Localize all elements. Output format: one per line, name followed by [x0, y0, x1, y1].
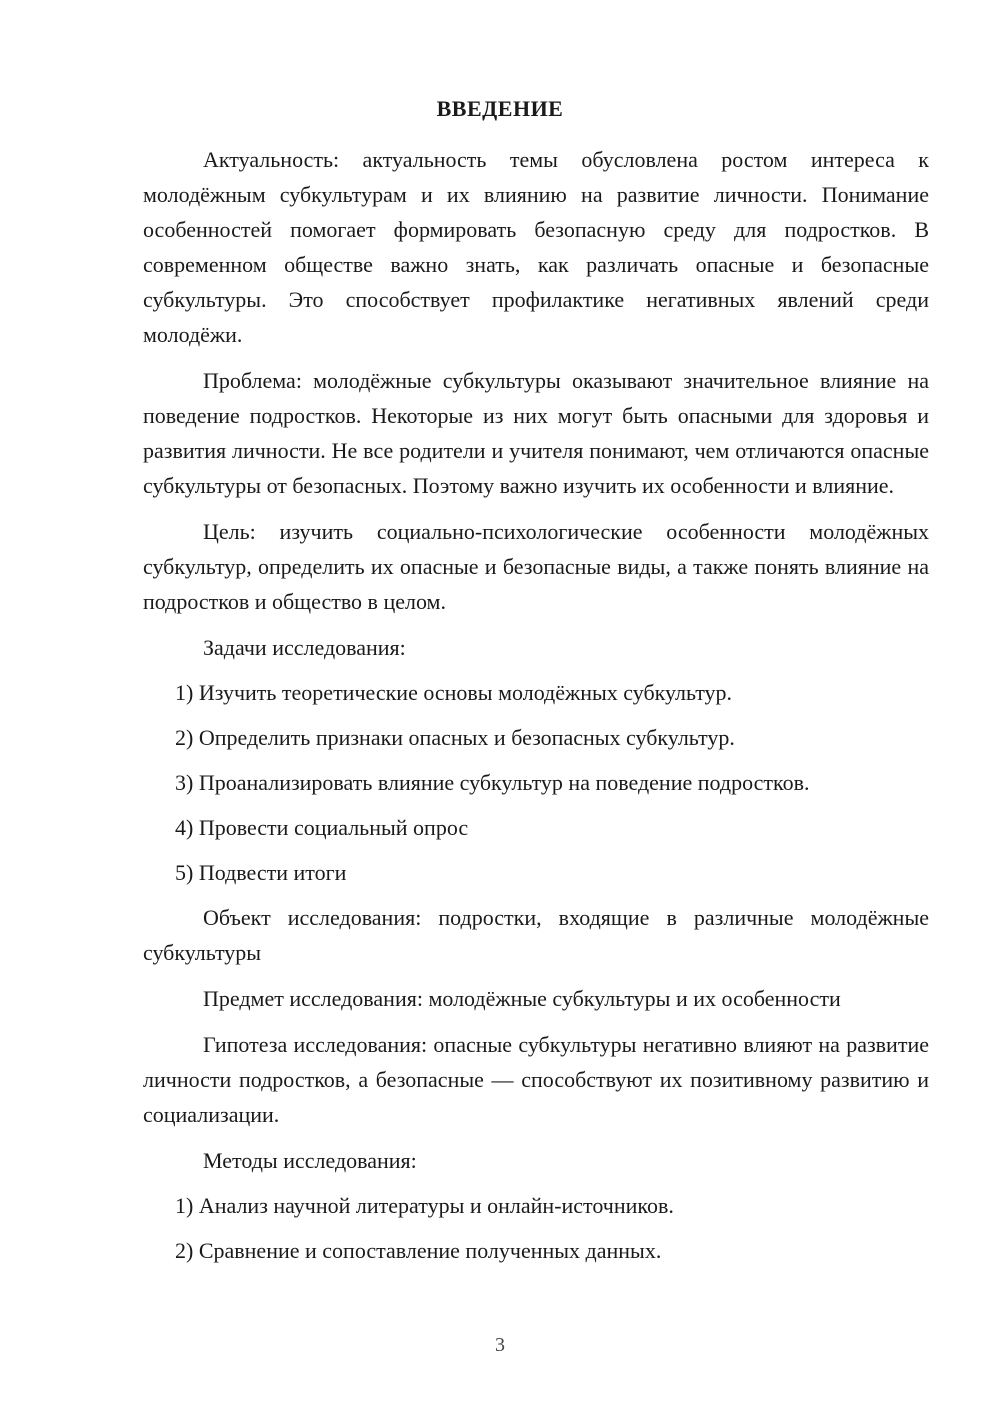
paragraph-goal: Цель: изучить социально-психологические особенности молодёжных субкультур, определить их опасные и безопасные виды, а также понять влияние на подростков и общество в целом.: [143, 519, 929, 614]
paragraph-subject: Предмет исследования: молодёжные субкультуры и их особенности: [203, 986, 841, 1011]
list-item: 2) Сравнение и сопоставление полученных данных.: [175, 1238, 662, 1263]
methods-list: [143, 1188, 929, 1268]
list-item: 1) Анализ научной литературы и онлайн-источников.: [175, 1193, 674, 1218]
list-item: 5) Подвести итоги: [175, 860, 347, 885]
tasks-list: [143, 675, 929, 890]
list-item: 3) Проанализировать влияние субкультур на поведение подростков.: [175, 770, 810, 795]
methods-label: Методы исследования:: [203, 1148, 417, 1173]
page-number: 3: [495, 1334, 505, 1356]
paragraph-object: Объект исследования: подростки, входящие в различные молодёжные субкультуры: [143, 905, 929, 965]
list-item: 2) Определить признаки опасных и безопасных субкультур.: [175, 725, 735, 750]
paragraph-hypothesis: Гипотеза исследования: опасные субкультуры негативно влияют на развитие личности подростков, а безопасные — способствуют их позитивному развитию и социализации.: [143, 1032, 929, 1127]
list-item: 4) Провести социальный опрос: [175, 815, 469, 840]
list-item: 1) Изучить теоретические основы молодёжных субкультур.: [175, 680, 733, 705]
document-body: [143, 142, 929, 1268]
paragraph-problem: Проблема: молодёжные субкультуры оказывают значительное влияние на поведение подростков. Некоторые из них могут быть опасными для здоровья и развития личности. Не все родители и учителя понимают, чем отличаются опасные субкультуры от безопасных. Поэтому важно изучить их особенности и влияние.: [143, 368, 929, 498]
paragraph-relevance: Актуальность: актуальность темы обусловлена ростом интереса к молодёжным субкультурам и их влиянию на развитие личности. Понимание особенностей помогает формировать безопасную среду для подростков. В современном обществе важно знать, как различать опасные и безопасные субкультуры. Это способствует профилактике негативных явлений среди молодёжи.: [143, 147, 929, 347]
page-title: ВВЕДЕНИЕ: [436, 96, 564, 121]
tasks-label: Задачи исследования:: [203, 635, 406, 660]
